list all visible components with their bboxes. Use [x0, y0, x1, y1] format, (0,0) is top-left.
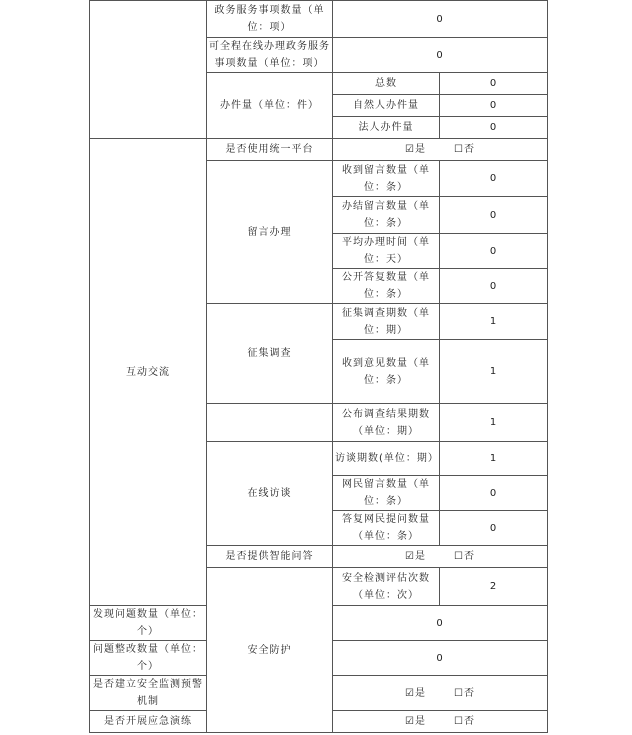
legal-person-cases-value: 0	[440, 117, 548, 139]
survey-periods-label: 征集调查期数（单位：期）	[333, 304, 440, 340]
messages-finished-value: 0	[440, 197, 548, 234]
survey-periods-value: 1	[440, 304, 548, 340]
online-service-count-label: 可全程在线办理政务服务事项数量（单位：项）	[207, 38, 333, 73]
checkbox-yes-checked[interactable]: ☑是	[405, 716, 426, 727]
survey-results-value: 1	[440, 404, 548, 442]
gov-services-section-cell	[90, 1, 207, 139]
online-service-count-value: 0	[333, 38, 548, 73]
netizen-answers-value: 0	[440, 511, 548, 546]
unified-platform-choice	[333, 139, 548, 161]
survey-results-label: 公布调查结果期数（单位：期）	[333, 404, 440, 442]
avg-handling-time-value: 0	[440, 234, 548, 269]
checkbox-yes-checked[interactable]: ☑是	[405, 551, 426, 562]
public-replies-value: 0	[440, 269, 548, 304]
case-volume-label: 办件量（单位：件）	[207, 73, 333, 139]
gov-service-count-value: 0	[333, 1, 548, 38]
issues-found-value: 0	[333, 606, 548, 641]
emergency-drill-label: 是否开展应急演练	[90, 711, 207, 733]
interaction-section-label: 互动交流	[90, 139, 207, 606]
security-eval-label: 安全检测评估次数（单位：次）	[333, 568, 440, 606]
security-monitor-label: 是否建立安全监测预警机制	[90, 676, 207, 711]
messages-received-label: 收到留言数量（单位：条）	[333, 161, 440, 197]
case-total-value: 0	[440, 73, 548, 95]
opinions-received-value: 1	[440, 340, 548, 404]
security-monitor-choice	[333, 676, 548, 711]
netizen-messages-value: 0	[440, 476, 548, 511]
report-table	[89, 0, 548, 733]
smart-qa-choice	[333, 546, 548, 568]
natural-person-cases-label: 自然人办件量	[333, 95, 440, 117]
security-eval-value: 2	[440, 568, 548, 606]
security-section-label: 安全防护	[207, 568, 333, 733]
checkbox-no-unchecked[interactable]: ☐否	[454, 687, 475, 699]
checkbox-yes-checked[interactable]: ☑是	[405, 144, 426, 155]
report-table-container	[89, 0, 547, 733]
issues-fixed-value: 0	[333, 641, 548, 676]
checkbox-yes-checked[interactable]: ☑是	[405, 687, 426, 699]
checkbox-no-unchecked[interactable]: ☐否	[454, 144, 475, 155]
issues-found-label: 发现问题数量（单位：个）	[90, 606, 207, 641]
opinions-received-label: 收到意见数量（单位：条）	[333, 340, 440, 404]
natural-person-cases-value: 0	[440, 95, 548, 117]
netizen-answers-label: 答复网民提问数量（单位：条）	[333, 511, 440, 546]
netizen-messages-label: 网民留言数量（单位：条）	[333, 476, 440, 511]
messages-received-value: 0	[440, 161, 548, 197]
issues-fixed-label: 问题整改数量（单位：个）	[90, 641, 207, 676]
public-replies-label: 公开答复数量（单位：条）	[333, 269, 440, 304]
survey-continued-cell	[207, 404, 333, 442]
legal-person-cases-label: 法人办件量	[333, 117, 440, 139]
emergency-drill-choice	[333, 711, 548, 733]
gov-service-count-label: 政务服务事项数量（单位：项）	[207, 1, 333, 38]
checkbox-no-unchecked[interactable]: ☐否	[454, 551, 475, 562]
unified-platform-label: 是否使用统一平台	[207, 139, 333, 161]
interview-periods-label: 访谈期数(单位：期）	[333, 442, 440, 476]
avg-handling-time-label: 平均办理时间（单位：天）	[333, 234, 440, 269]
messages-finished-label: 办结留言数量（单位：条）	[333, 197, 440, 234]
interview-periods-value: 1	[440, 442, 548, 476]
smart-qa-label: 是否提供智能问答	[207, 546, 333, 568]
message-handling-label: 留言办理	[207, 161, 333, 304]
case-total-label: 总数	[333, 73, 440, 95]
online-interview-label: 在线访谈	[207, 442, 333, 546]
checkbox-no-unchecked[interactable]: ☐否	[454, 716, 475, 727]
survey-label: 征集调查	[207, 304, 333, 404]
